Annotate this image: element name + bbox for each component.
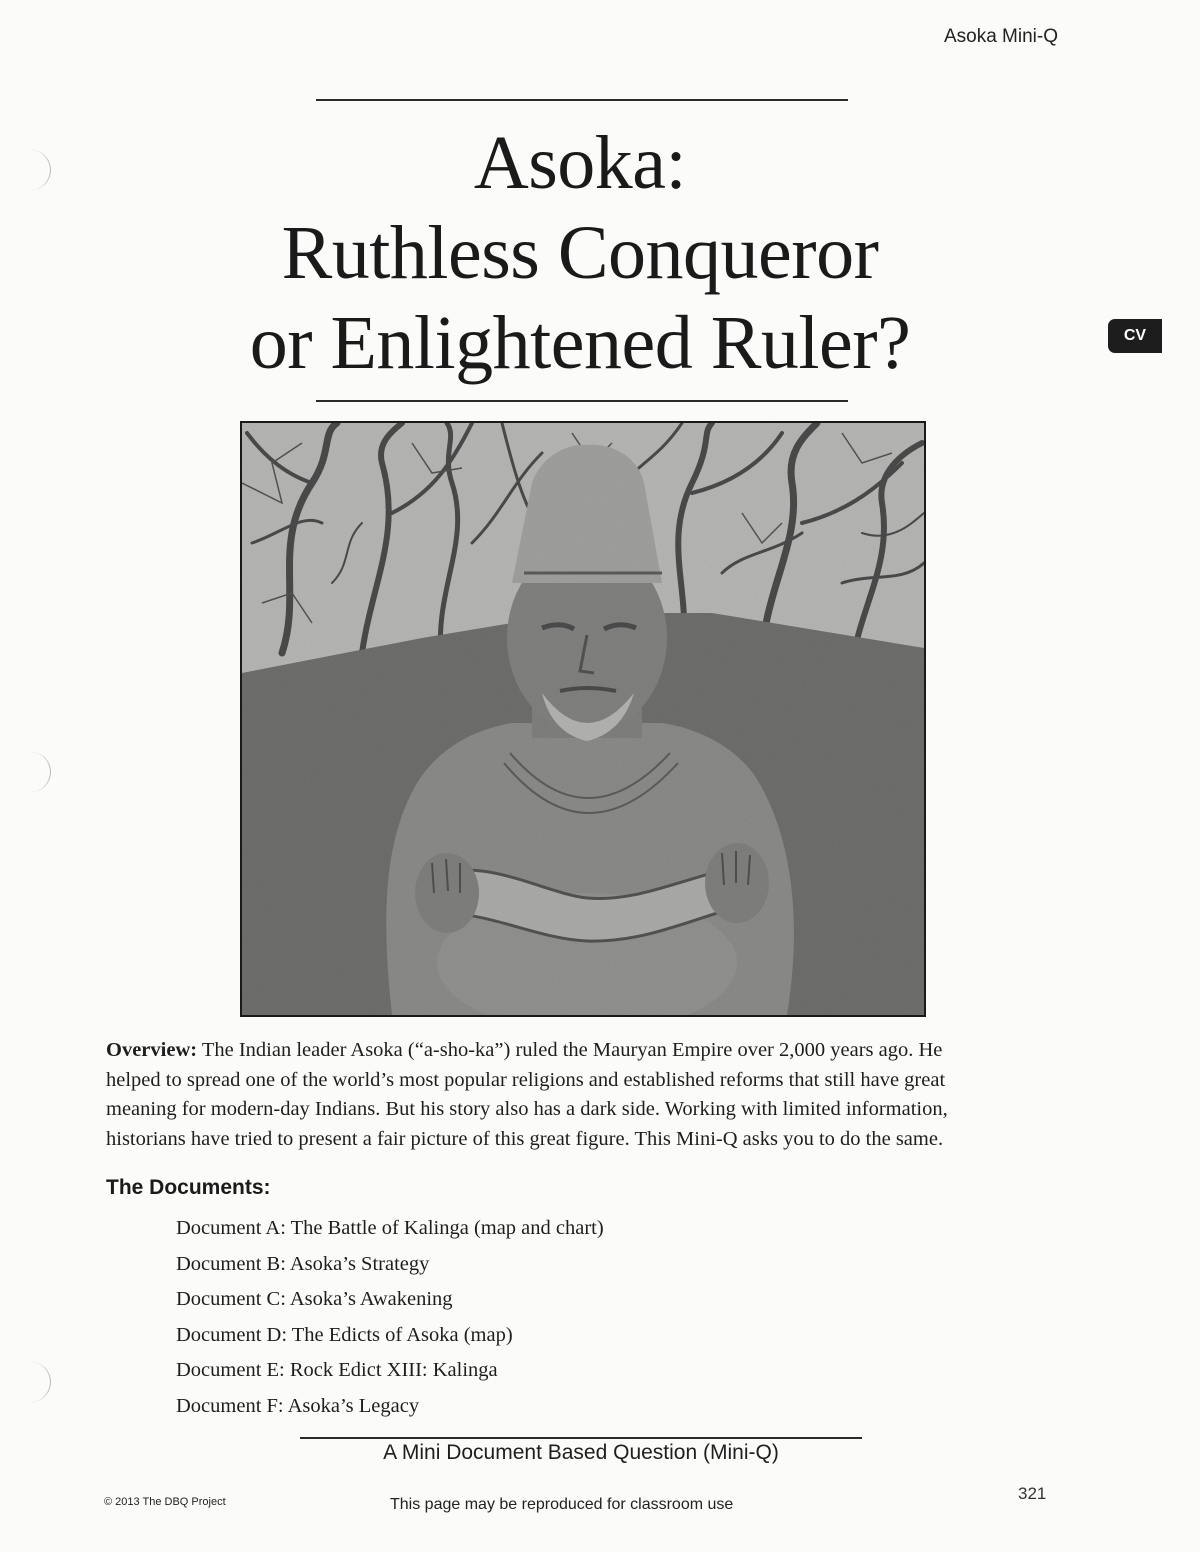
asoka-statue-photo: [240, 421, 926, 1017]
overview-label: Overview:: [106, 1039, 198, 1061]
overview-line: historians have tried to present a fair picture of this great figure. This Mini-Q asks you to do the same.: [106, 1127, 944, 1150]
page-number: 321: [1018, 1484, 1047, 1503]
document-item-d: Document D: The Edicts of Asoka (map): [176, 1323, 513, 1346]
running-header: Asoka Mini-Q: [943, 26, 1058, 47]
title-line-1: Asoka:: [473, 121, 687, 205]
title-top-rule: [316, 99, 848, 101]
overview-line: helped to spread one of the world’s most popular religions and established reforms that still have great: [106, 1068, 946, 1091]
title-bottom-rule: [316, 400, 848, 402]
section-tab-cv: CV: [1108, 319, 1162, 353]
document-item-f: Document F: Asoka’s Legacy: [176, 1394, 420, 1417]
footer-caption: A Mini Document Based Question (Mini-Q): [383, 1441, 779, 1464]
copyright-notice: © 2013 The DBQ Project: [104, 1496, 226, 1508]
punch-hole-mark: [30, 1362, 51, 1402]
title-line-2: Ruthless Conqueror: [281, 211, 879, 295]
document-item-b: Document B: Asoka’s Strategy: [176, 1252, 430, 1275]
page-title: [150, 118, 1010, 388]
document-item-e: Document E: Rock Edict XIII: Kalinga: [176, 1359, 498, 1382]
overview-line: [106, 1036, 1066, 1066]
footer-rule: [300, 1437, 862, 1439]
title-line-3: or Enlightened Ruler?: [249, 301, 911, 385]
punch-hole-mark: [30, 752, 51, 792]
overview-line: meaning for modern-day Indians. But his story also has a dark side. Working with limited information,: [106, 1098, 948, 1120]
overview-paragraph: [106, 1036, 1066, 1154]
document-item-c: Document C: Asoka’s Awakening: [176, 1288, 453, 1311]
document-item-a: Document A: The Battle of Kalinga (map and chart): [176, 1217, 604, 1239]
overview-text: The Indian leader Asoka (“a-sho-ka”) ruled the Mauryan Empire over 2,000 years ago. He: [197, 1039, 943, 1061]
documents-list: [176, 1211, 604, 1425]
documents-heading: The Documents:: [106, 1176, 271, 1199]
reproduction-note: This page may be reproduced for classroom use: [390, 1496, 734, 1513]
punch-hole-mark: [30, 150, 51, 190]
